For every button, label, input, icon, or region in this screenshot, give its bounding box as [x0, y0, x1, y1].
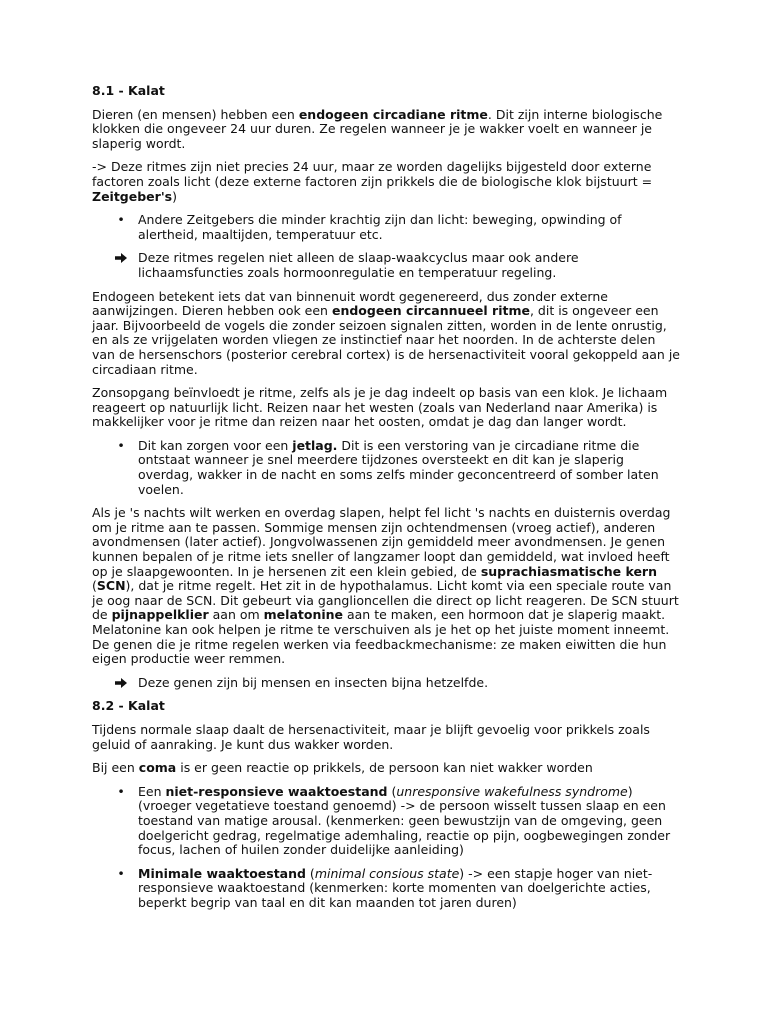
- list-item-minimal-wakefulness: • Minimale waaktoestand (minimal consious state) -> een stapje hoger van niet-responsieve waaktoestand (kenmerken: korte momenten van doelgerichte acties, beperkt begrip van taal en dit kan maanden tot jaren duren): [92, 867, 682, 911]
- term-jetlag: jetlag.: [292, 437, 338, 453]
- list-item-unresponsive-wakefulness: • Een niet-responsieve waaktoestand (unresponsive wakefulness syndrome) (vroeger vegetatieve toestand genoemd) -> de persoon wisselt tussen slaap en een toestand van matige arousal. (kenmerken: geen bewustzijn van de omgeving, geen doelgericht gedrag, regelmatige ademhaling, reactie op pijn, oogbewegingen zonder focus, lachen of huilen zonder duidelijke aanleiding): [92, 785, 682, 858]
- term-endogeen-circadiane-ritme: endogeen circadiane ritme: [298, 106, 488, 122]
- paragraph-normal-sleep: Tijdens normale slaap daalt de hersenactiviteit, maar je blijft gevoelig voor prikkels zoals geluid of aanraking. Je kunt dus wakker worden.: [92, 721, 650, 752]
- list-item-other-zeitgebers: • Andere Zeitgebers die minder krachtig zijn dan licht: beweging, opwinding of alertheid, maaltijden, temperatuur etc.: [92, 213, 682, 242]
- term-melatonine: melatonine: [263, 607, 344, 623]
- bullet-dot-icon: •: [117, 212, 125, 228]
- paragraph-circadian: Dieren (en mensen) hebben een endogeen circadiane ritme. Dit zijn interne biologische klokken die ongeveer 24 uur duren. Ze regelen wanneer je je wakker voelt en wanneer je slaperig wordt.: [92, 106, 663, 151]
- term-minimale-waaktoestand: Minimale waaktoestand: [138, 865, 306, 881]
- arrow-item-body-functions: Deze ritmes regelen niet alleen de slaap-waakcyclus maar ook andere lichaamsfuncties zoals hormoonregulatie en temperatuur regeling.: [92, 251, 682, 280]
- right-arrow-icon: [114, 677, 128, 689]
- term-suprachiasmatische-kern: suprachiasmatische kern: [480, 563, 657, 579]
- term-coma: coma: [138, 760, 177, 776]
- document-body: [92, 84, 682, 920]
- term-unresponsive-wakefulness-syndrome: unresponsive wakefulness syndrome: [396, 783, 628, 799]
- paragraph-scn: Als je 's nachts wilt werken en overdag slapen, helpt fel licht 's nachts en duisternis overdag om je ritme aan te passen. Sommige mensen zijn ochtendmensen (vroeg actief), anderen avondmensen (later actief). Jongvolwassenen zijn gemiddeld meer avondmensen. Je genen kunnen bepalen of je ritme iets sneller of langzamer loopt dan gemiddeld, wat invloed heeft op je slaapgewoonten. In je hersenen zit een klein gebied, de suprachiasmatische kern (SCN), dat je ritme regelt. Het zit in de hypothalamus. Licht komt via een speciale route van je oog naar de SCN. Dit gebeurt via ganglioncellen die direct op licht reageren. De SCN stuurt de pijnappelklier aan om melatonine aan te maken, een hormoon dat je slaperig maakt. Melatonine kan ook helpen je ritme te verschuiven als je het op het juiste moment inneemt. De genen die je ritme regelen werken via feedbackmechanisme: ze maken eiwitten die hun eigen productie weer remmen.: [92, 505, 679, 667]
- term-scn: SCN: [96, 578, 126, 594]
- arrow-item-genes: Deze genen zijn bij mensen en insecten bijna hetzelfde.: [92, 676, 682, 691]
- right-arrow-icon: [114, 252, 128, 264]
- section-heading-8-2: 8.2 - Kalat: [92, 698, 165, 714]
- bullet-dot-icon: •: [117, 783, 125, 799]
- bullet-dot-icon: •: [117, 865, 125, 881]
- term-pijnappelklier: pijnappelklier: [111, 607, 209, 623]
- term-niet-responsieve-waaktoestand: niet-responsieve waaktoestand: [165, 783, 388, 799]
- paragraph-zeitgebers: -> Deze ritmes zijn niet precies 24 uur, maar ze worden dagelijks bijgesteld door externe factoren zoals licht (deze externe factoren zijn prikkels die de biologische klok bijstuurt = Zeitgeber's): [92, 159, 653, 204]
- list-item-jetlag: • Dit kan zorgen voor een jetlag. Dit is een verstoring van je circadiane ritme die ontstaat wanneer je snel meerdere tijdzones oversteekt en dit kan je slaperig overdag, wakker in de nacht en soms zelfs minder geconcentreerd of somber laten voelen.: [92, 439, 682, 497]
- paragraph-zonsopgang: Zonsopgang beïnvloedt je ritme, zelfs als je je dag indeelt op basis van een klok. Je lichaam reageert op natuurlijk licht. Reizen naar het westen (zoals van Nederland naar Amerika) is makkelijker voor je ritme dan reizen naar het oosten, omdat je dag dan langer wordt.: [92, 385, 668, 430]
- term-minimal-conscious-state: minimal consious state: [314, 865, 460, 881]
- term-zeitgebers: Zeitgeber's: [92, 188, 173, 204]
- term-endogeen-circannueel-ritme: endogeen circannueel ritme: [331, 303, 530, 319]
- paragraph-endogeen: Endogeen betekent iets dat van binnenuit wordt gegenereerd, dus zonder externe aanwijzingen. Dieren hebben ook een endogeen circannueel ritme, dit is ongeveer een jaar. Bijvoorbeeld de vogels die zonder seizoen signalen zitten, worden in de lente onrustig, en als ze vrijgelaten worden vliegen ze instinctief naar het noorden. In de achterste delen van de hersenschors (posterior cerebral cortex) is de hersenactiviteit vooral gekoppeld aan je circadiaan ritme.: [92, 288, 680, 377]
- bullet-dot-icon: •: [117, 437, 125, 453]
- section-heading-8-1: 8.1 - Kalat: [92, 83, 165, 98]
- paragraph-coma: Bij een coma is er geen reactie op prikkels, de persoon kan niet wakker worden: [92, 760, 593, 776]
